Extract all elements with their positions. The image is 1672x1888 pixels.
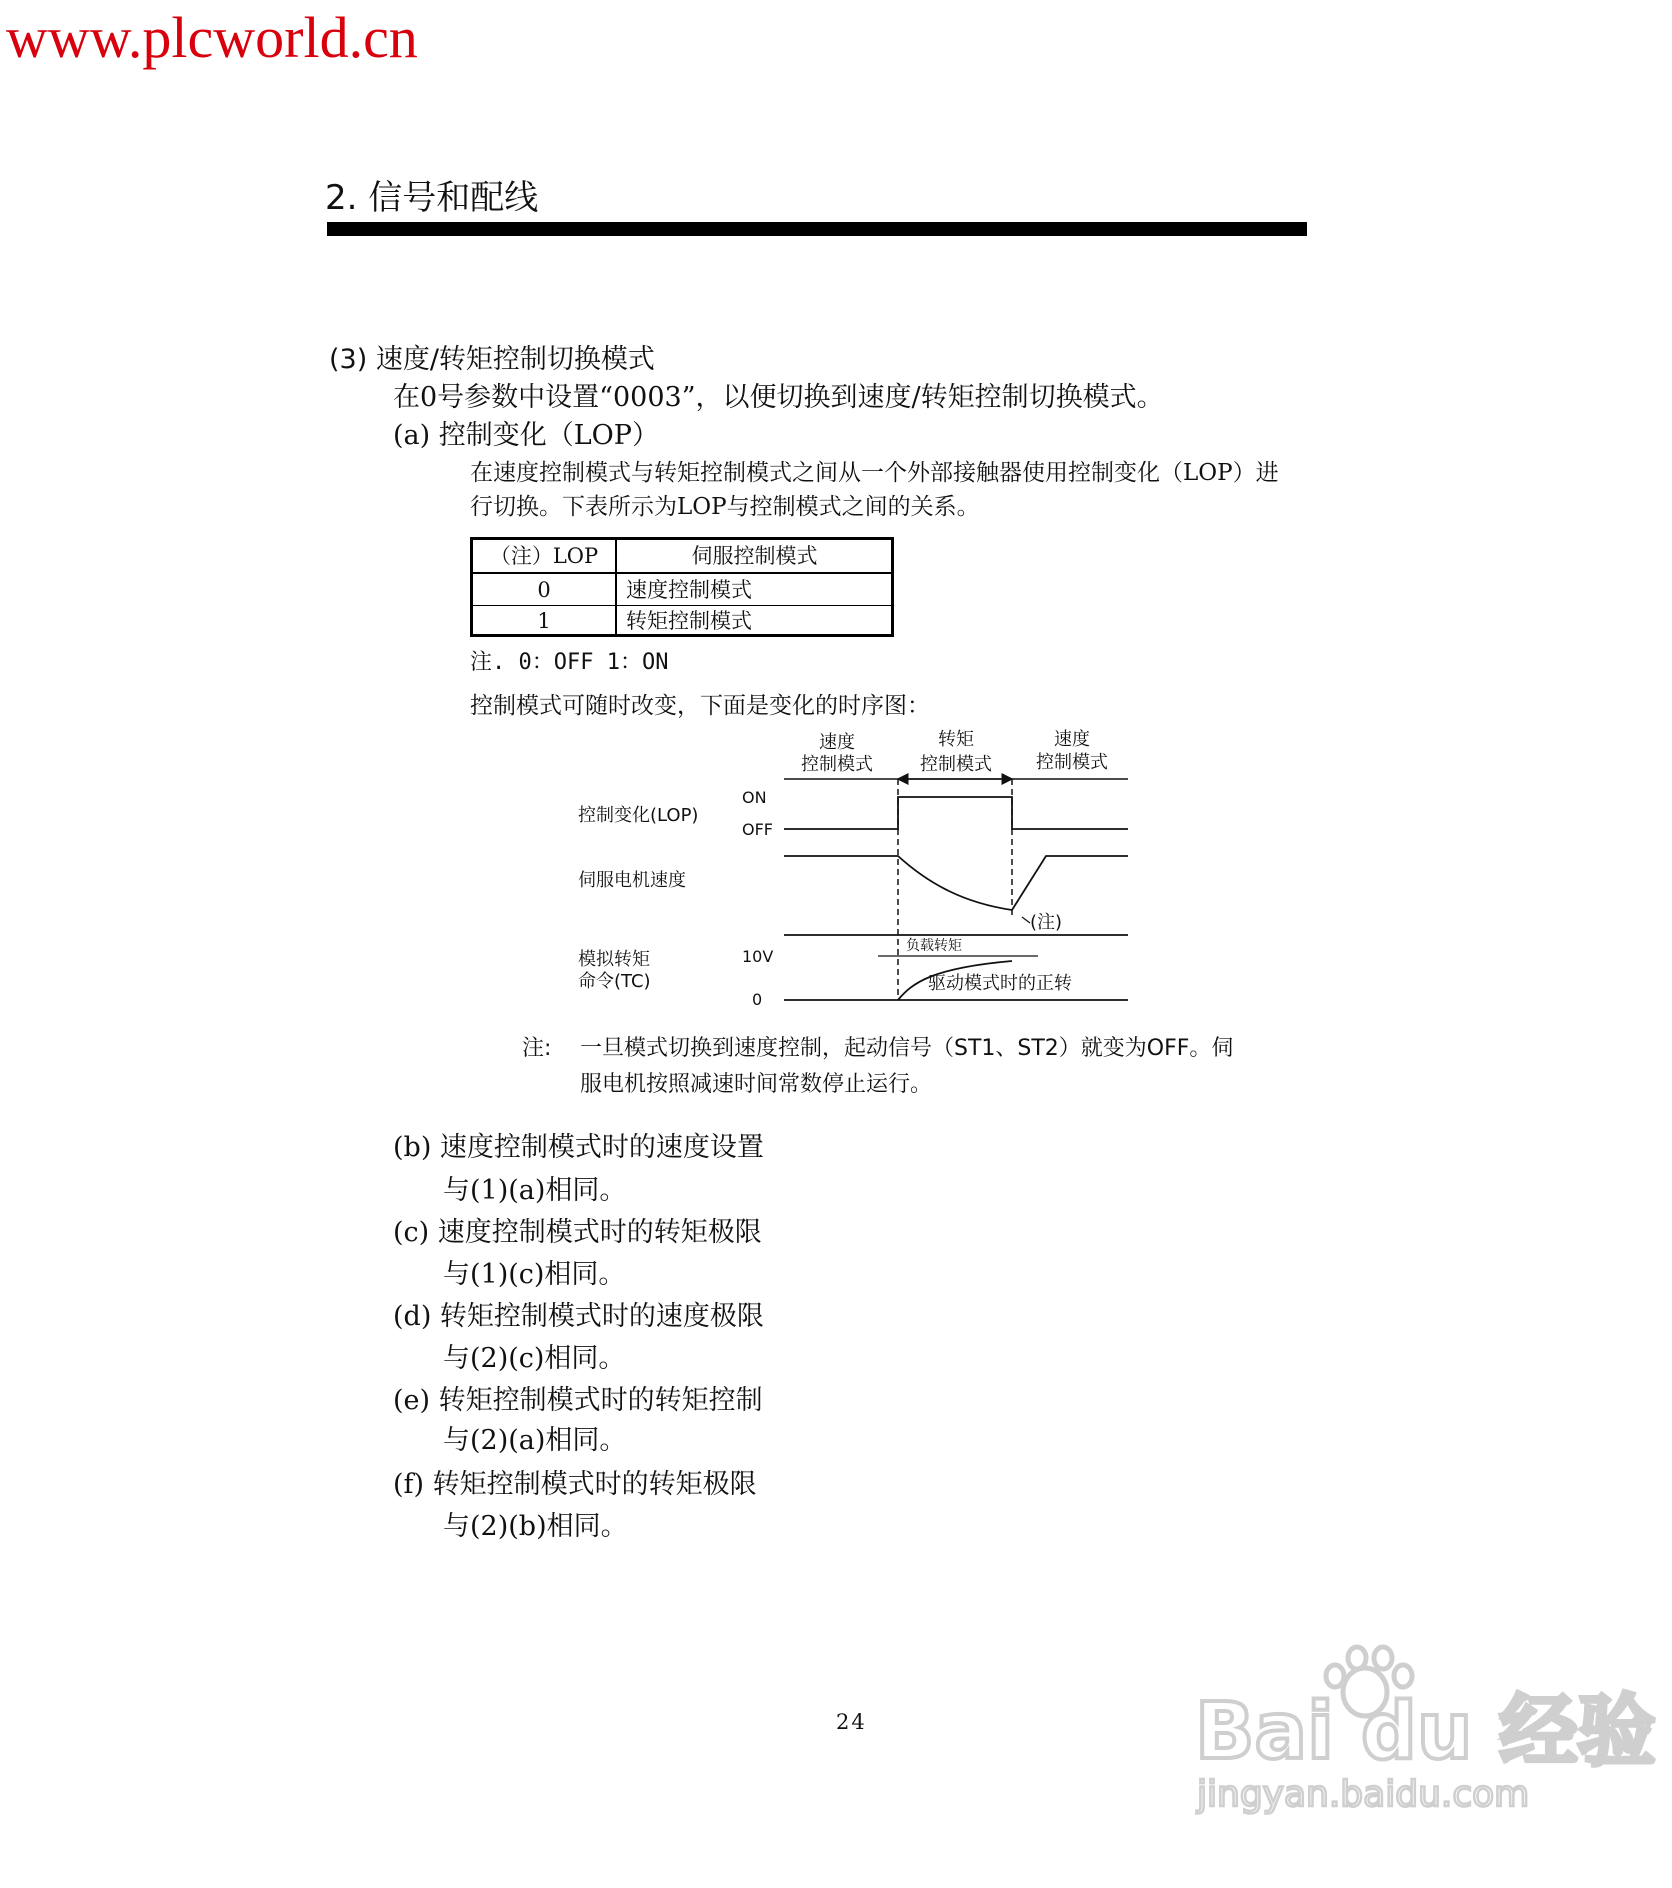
chapter-title: 2. 信号和配线 (325, 178, 539, 218)
signal-label: 伺服电机速度 (578, 870, 686, 891)
table-header-cell: 伺服控制模式 (691, 544, 818, 568)
mode-label: 转矩 (938, 729, 974, 750)
section-intro: 在0号参数中设置“0003”，以便切换到速度/转矩控制切换模式。 (393, 382, 1164, 413)
lop-waveform (784, 797, 1128, 829)
item-body: 与(2)(b)相同。 (443, 1511, 628, 1542)
mode-label: 控制模式 (1036, 752, 1108, 773)
level-label: ON (742, 788, 767, 807)
table-row (473, 605, 891, 637)
baidu-watermark-logo (1185, 1640, 1656, 1820)
item-heading: (d) 转矩控制模式时的速度极限 (393, 1301, 764, 1332)
table-cell: 速度控制模式 (626, 578, 752, 602)
timing-diagram (560, 725, 1140, 1015)
item-heading: (f) 转矩控制模式时的转矩极限 (393, 1469, 757, 1500)
table-header-row (473, 540, 891, 572)
timing-intro: 控制模式可随时改变，下面是变化的时序图： (470, 693, 930, 719)
item-body: 与(1)(a)相同。 (443, 1175, 627, 1206)
note-line: 一旦模式切换到速度控制，起动信号（ST1、ST2）就变为OFF。伺 (580, 1036, 1234, 1061)
site-url[interactable]: www.plcworld.cn (6, 5, 418, 70)
mode-label: 控制模式 (920, 754, 992, 775)
level-label: OFF (742, 820, 773, 839)
mode-label: 控制模式 (801, 754, 873, 775)
paragraph-line: 在速度控制模式与转矩控制模式之间从一个外部接触器使用控制变化（LOP）进 (470, 460, 1279, 486)
subsection-heading: (a) 控制变化（LOP） (393, 420, 659, 451)
note-label: 注: (522, 1036, 552, 1061)
watermark-logo-text: Bai du 经验 (1195, 1687, 1656, 1777)
watermark-url: jingyan.baidu.com (1197, 1774, 1530, 1815)
mode-label: 速度 (1054, 729, 1090, 750)
load-torque-label: 负载转矩 (906, 938, 962, 954)
note-leader (1022, 917, 1030, 923)
note-line: 服电机按照减速时间常数停止运行。 (580, 1072, 933, 1097)
item-heading: (c) 速度控制模式时的转矩极限 (393, 1217, 762, 1248)
level-label: 10V (742, 947, 774, 966)
lop-mode-table (470, 537, 894, 637)
item-heading: (e) 转矩控制模式时的转矩控制 (393, 1385, 763, 1416)
level-label: 0 (752, 990, 763, 1009)
item-body: 与(1)(c)相同。 (443, 1259, 626, 1290)
speed-note-label: (注) (1030, 912, 1063, 933)
table-row (473, 574, 891, 606)
page-number: 24 (836, 1710, 867, 1734)
signal-label: 模拟转矩 (578, 949, 650, 970)
section-heading: (3) 速度/转矩控制切换模式 (329, 344, 655, 375)
item-body: 与(2)(c)相同。 (443, 1343, 626, 1374)
title-rule (327, 222, 1307, 236)
forward-drive-label: 驱动模式时的正转 (928, 973, 1072, 994)
table-header-cell: （注）LOP (489, 544, 599, 568)
paragraph-line: 行切换。下表所示为LOP与控制模式之间的关系。 (470, 494, 980, 520)
table-cell: 转矩控制模式 (626, 609, 752, 633)
item-body: 与(2)(a)相同。 (443, 1425, 627, 1456)
item-heading: (b) 速度控制模式时的速度设置 (393, 1132, 764, 1163)
table-cell: 1 (537, 609, 551, 633)
speed-waveform (784, 856, 1128, 910)
signal-label: 命令(TC) (578, 971, 651, 992)
signal-label: 控制变化(LOP) (578, 805, 699, 826)
mode-label: 速度 (819, 732, 855, 753)
table-note: 注. 0：OFF 1：ON (470, 650, 669, 675)
table-cell: 0 (537, 578, 551, 602)
